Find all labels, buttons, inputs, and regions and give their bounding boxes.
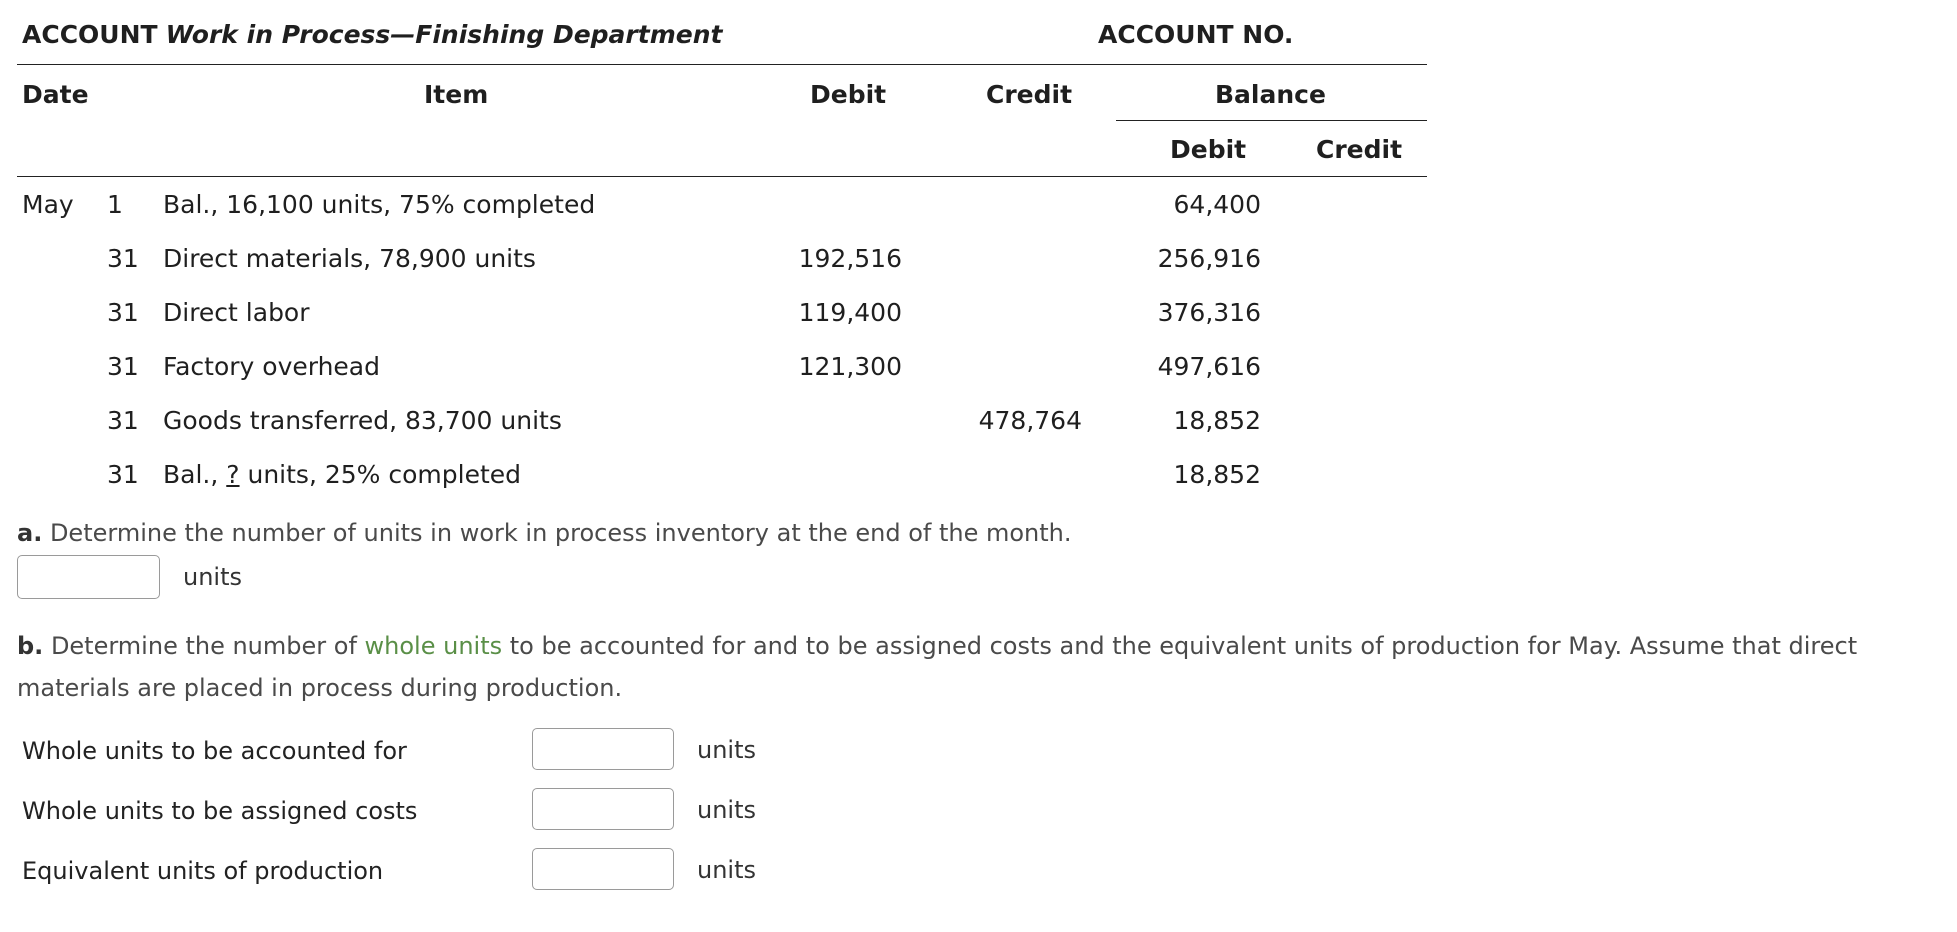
col-item: Item [424, 80, 489, 109]
whole-units-accounted-input[interactable] [532, 728, 674, 770]
row-debit: 121,300 [798, 352, 902, 381]
row-debit: 192,516 [798, 244, 902, 273]
row-month: May [22, 190, 74, 219]
col-credit: Credit [986, 80, 1073, 109]
row-item [163, 244, 536, 273]
question-a-text: Determine the number of units in work in process inventory at the end of the month. [49, 519, 1072, 547]
field-unit: units [697, 796, 757, 824]
row-item-text: Factory overhead [163, 352, 380, 381]
row-day: 31 [107, 352, 139, 381]
question-b-text-pre: Determine the number of [50, 632, 365, 660]
field-label: Equivalent units of production [22, 857, 384, 885]
row-item-text: Direct labor [163, 298, 310, 327]
row-item-text: Direct materials, 78,900 units [163, 244, 536, 273]
row-item [163, 298, 310, 327]
field-unit: units [697, 736, 757, 764]
row-item-text: Bal., 16,100 units, 75% completed [163, 190, 596, 219]
row-item-text: Bal., [163, 460, 227, 489]
col-debit: Debit [810, 80, 887, 109]
row-item-text: Goods transferred, 83,700 units [163, 406, 562, 435]
row-item [163, 406, 562, 435]
row-day: 31 [107, 244, 139, 273]
account-label: ACCOUNT [22, 20, 158, 49]
row-item [163, 460, 521, 489]
question-a [17, 512, 1917, 554]
col-balance: Balance [1215, 80, 1326, 109]
row-day: 1 [107, 190, 123, 219]
balance-sub-rule [1116, 120, 1427, 121]
row-bal-debit: 18,852 [1173, 460, 1261, 489]
account-number-label: ACCOUNT NO. [1098, 20, 1294, 49]
row-bal-debit: 18,852 [1173, 406, 1261, 435]
col-balance-debit: Debit [1170, 135, 1247, 164]
col-balance-credit: Credit [1316, 135, 1403, 164]
row-bal-debit: 64,400 [1173, 190, 1261, 219]
field-unit: units [697, 856, 757, 884]
unknown-units-mark: ? [226, 460, 240, 489]
question-a-letter: a. [17, 519, 43, 547]
row-bal-debit: 256,916 [1157, 244, 1261, 273]
col-date: Date [22, 80, 89, 109]
row-debit: 119,400 [798, 298, 902, 327]
header-top-rule [17, 64, 1427, 65]
question-b-text-post: to be accounted for and to be assigned costs and the equivalent units of production for May. Assume that direct materials are placed in process during production. [17, 632, 1858, 702]
row-item-text-post: units, 25% completed [239, 460, 522, 489]
field-label: Whole units to be accounted for [22, 737, 407, 765]
row-credit: 478,764 [978, 406, 1082, 435]
question-b [17, 625, 1917, 709]
whole-units-glossary-link[interactable]: whole units [364, 632, 503, 660]
row-day: 31 [107, 298, 139, 327]
question-a-unit: units [183, 563, 243, 591]
row-item [163, 352, 380, 381]
whole-units-assigned-costs-input[interactable] [532, 788, 674, 830]
row-bal-debit: 376,316 [1157, 298, 1261, 327]
header-bottom-rule [17, 176, 1427, 177]
field-label: Whole units to be assigned costs [22, 797, 418, 825]
question-b-letter: b. [17, 632, 44, 660]
row-item [163, 190, 595, 219]
row-bal-debit: 497,616 [1157, 352, 1261, 381]
row-day: 31 [107, 406, 139, 435]
equivalent-units-input[interactable] [532, 848, 674, 890]
row-day: 31 [107, 460, 139, 489]
work-in-process-units-input[interactable] [17, 555, 160, 599]
account-name: Work in Process—Finishing Department [165, 20, 723, 49]
